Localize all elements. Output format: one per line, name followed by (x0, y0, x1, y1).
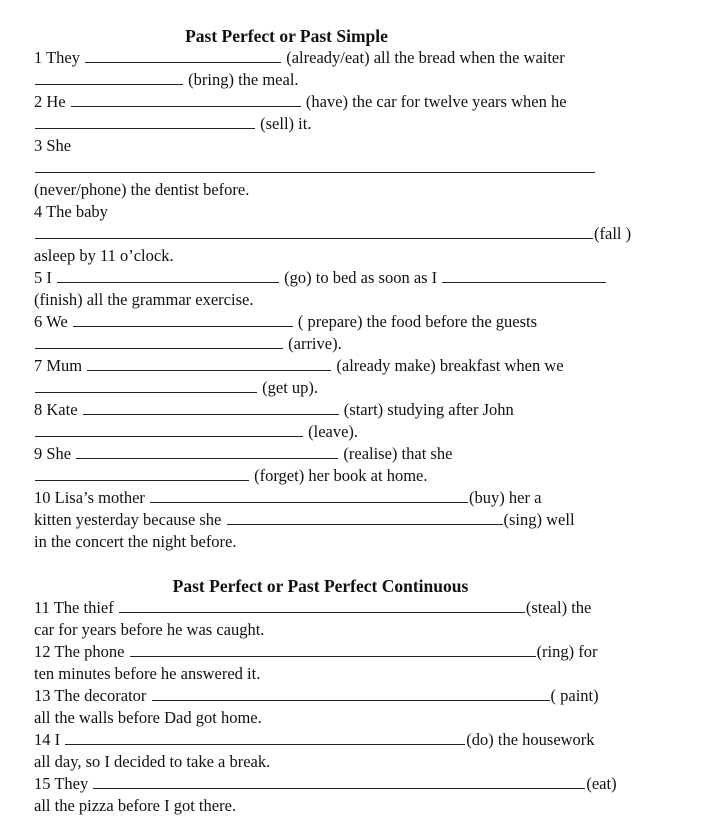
answer-blank[interactable] (65, 729, 465, 745)
exercise-line-6 (34, 311, 537, 333)
answer-blank[interactable] (35, 69, 183, 85)
answer-blank[interactable] (119, 597, 525, 613)
verb-hint: (go) to bed as soon as I (284, 268, 438, 287)
continuation-text: all the pizza before I got there. (34, 796, 237, 815)
section-title-past-simple: Past Perfect or Past Simple (185, 26, 388, 46)
answer-blank[interactable] (85, 47, 281, 63)
prompt-text: 10 Lisa’s mother (34, 488, 145, 507)
verb-hint: (finish) all the grammar exercise. (34, 290, 254, 309)
verb-hint: (get up). (262, 378, 319, 397)
prompt-text: 1 They (34, 48, 80, 67)
continuation-text: in the concert the night before. (34, 532, 237, 551)
answer-blank[interactable] (35, 113, 255, 129)
prompt-text: 9 She (34, 444, 72, 463)
answer-blank[interactable] (227, 509, 503, 525)
verb-hint: (have) the car for twelve years when he (305, 92, 567, 111)
verb-hint: (realise) that she (343, 444, 453, 463)
prompt-text: 5 I (34, 268, 52, 287)
prompt-text: 4 The baby (34, 202, 108, 221)
verb-hint: (forget) her book at home. (254, 466, 428, 485)
answer-blank[interactable] (73, 311, 293, 327)
answer-blank[interactable] (35, 333, 283, 349)
exercise-line-9b (34, 465, 427, 487)
answer-blank[interactable] (35, 157, 595, 173)
continuation-text: kitten yesterday because she (34, 510, 222, 529)
answer-blank[interactable] (150, 487, 468, 503)
verb-hint: (sell) it. (260, 114, 312, 133)
prompt-text: 12 The phone (34, 642, 125, 661)
exercise-line-13b (34, 707, 262, 729)
exercise-line-4 (34, 201, 108, 223)
exercise-line-4b (34, 245, 174, 267)
prompt-text: 8 Kate (34, 400, 78, 419)
answer-blank[interactable] (442, 267, 606, 283)
verb-hint: (already/eat) all the bread when the waiter (286, 48, 565, 67)
exercise-line-5b (34, 289, 253, 311)
prompt-text: 7 Mum (34, 356, 83, 375)
answer-blank[interactable] (130, 641, 536, 657)
exercise-line-5 (34, 267, 607, 289)
prompt-text: 3 She (34, 136, 72, 155)
continuation-text: asleep by 11 o’clock. (34, 246, 174, 265)
answer-blank[interactable] (57, 267, 279, 283)
exercise-line-8b (34, 421, 358, 443)
exercise-line-10 (34, 487, 541, 509)
verb-hint: (start) studying after John (343, 400, 514, 419)
exercise-line-7b (34, 377, 318, 399)
exercise-line-1b (34, 69, 299, 91)
answer-blank[interactable] (93, 773, 585, 789)
answer-blank[interactable] (35, 421, 303, 437)
prompt-text: 15 They (34, 774, 89, 793)
answer-blank[interactable] (35, 223, 593, 239)
exercise-line-4-blank (34, 223, 631, 245)
verb-hint: (already make) breakfast when we (336, 356, 564, 375)
exercise-line-3 (34, 135, 71, 157)
verb-hint: (buy) her a (469, 488, 542, 507)
exercise-line-10c (34, 531, 237, 553)
exercise-line-14b (34, 751, 270, 773)
verb-hint: (ring) for (536, 642, 598, 661)
exercise-line-3b (34, 179, 249, 201)
exercise-line-2 (34, 91, 567, 113)
exercise-line-12 (34, 641, 598, 663)
exercise-line-7 (34, 355, 564, 377)
verb-hint: (leave). (308, 422, 359, 441)
verb-hint: (arrive). (288, 334, 342, 353)
exercise-line-1 (34, 47, 565, 69)
prompt-text: 2 He (34, 92, 66, 111)
exercise-line-11 (34, 597, 591, 619)
answer-blank[interactable] (35, 465, 249, 481)
section-title-continuous: Past Perfect or Past Perfect Continuous (172, 576, 469, 596)
verb-hint: ( prepare) the food before the guests (297, 312, 538, 331)
exercise-line-8 (34, 399, 514, 421)
prompt-text: 13 The decorator (34, 686, 147, 705)
answer-blank[interactable] (71, 91, 301, 107)
verb-hint: (bring) the meal. (188, 70, 299, 89)
answer-blank[interactable] (76, 443, 338, 459)
verb-hint: (sing) well (503, 510, 575, 529)
answer-blank[interactable] (35, 377, 257, 393)
answer-blank[interactable] (152, 685, 550, 701)
verb-hint: (never/phone) the dentist before. (34, 180, 250, 199)
exercise-line-15b (34, 795, 236, 817)
verb-hint: (fall ) (594, 224, 632, 243)
exercise-line-9 (34, 443, 452, 465)
exercise-line-14 (34, 729, 595, 751)
prompt-text: 14 I (34, 730, 61, 749)
verb-hint: (eat) (586, 774, 617, 793)
verb-hint: (steal) the (525, 598, 592, 617)
exercise-line-10b (34, 509, 575, 531)
exercise-line-13 (34, 685, 599, 707)
continuation-text: ten minutes before he answered it. (34, 664, 261, 683)
exercise-line-12b (34, 663, 260, 685)
exercise-line-15 (34, 773, 617, 795)
exercise-line-11b (34, 619, 264, 641)
answer-blank[interactable] (83, 399, 339, 415)
continuation-text: car for years before he was caught. (34, 620, 265, 639)
prompt-text: 11 The thief (34, 598, 114, 617)
exercise-line-3-blank (34, 157, 596, 179)
exercise-line-2b (34, 113, 311, 135)
prompt-text: 6 We (34, 312, 68, 331)
exercise-line-6b (34, 333, 342, 355)
continuation-text: all day, so I decided to take a break. (34, 752, 271, 771)
verb-hint: ( paint) (550, 686, 599, 705)
verb-hint: (do) the housework (466, 730, 595, 749)
continuation-text: all the walls before Dad got home. (34, 708, 262, 727)
answer-blank[interactable] (87, 355, 331, 371)
